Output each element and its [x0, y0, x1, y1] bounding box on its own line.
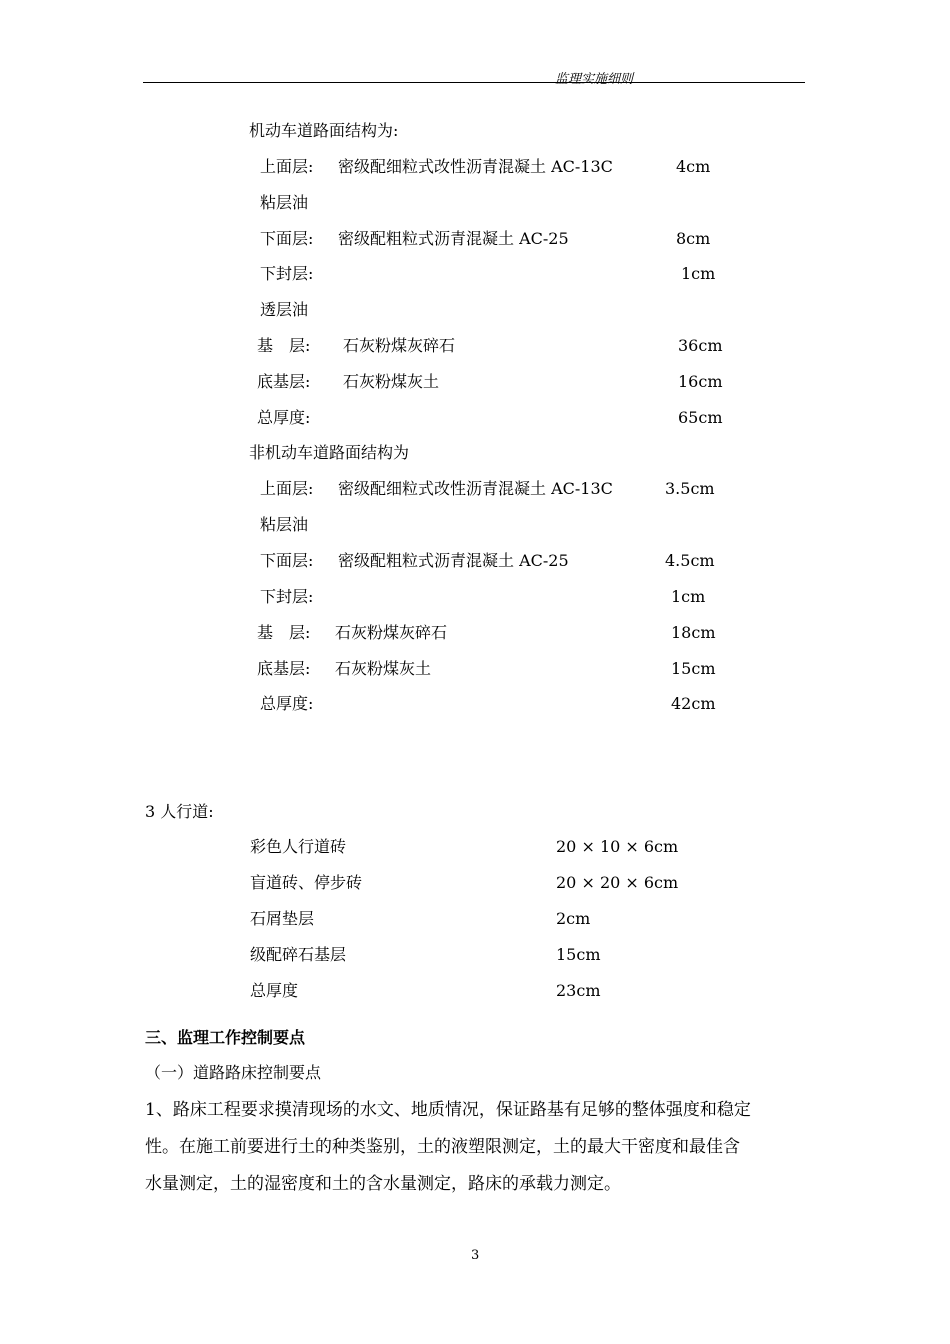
- sidewalk-row-value: 20 × 20 × 6cm: [556, 873, 679, 892]
- non-motor-row-label: 总厚度:: [260, 694, 314, 713]
- non-motor-row-label: 下封层:: [260, 587, 314, 606]
- non-motor-lane-heading: 非机动车道路面结构为: [249, 443, 410, 462]
- sidewalk-row-value: 15cm: [556, 945, 601, 964]
- running-header: 监理实施细则: [555, 72, 634, 87]
- subsection-title: （一）道路路床控制要点: [145, 1063, 322, 1082]
- section-title: 三、监理工作控制要点: [145, 1028, 306, 1047]
- non-motor-row-label: 下面层:: [260, 551, 314, 570]
- non-motor-row-label: 基 层:: [257, 623, 311, 642]
- paragraph-line: 水量测定，土的湿密度和土的含水量测定，路床的承载力测定。: [145, 1174, 621, 1194]
- non-motor-row-label: 底基层:: [257, 659, 311, 678]
- sidewalk-row-value: 2cm: [556, 909, 591, 928]
- header-rule: [143, 82, 805, 83]
- motor-lane-heading: 机动车道路面结构为:: [249, 121, 399, 140]
- non-motor-row-thickness: 15cm: [671, 659, 716, 678]
- motor-row-material: 石灰粉煤灰土: [343, 372, 440, 391]
- motor-row-label: 下封层:: [260, 264, 314, 283]
- sidewalk-row-item: 级配碎石基层: [250, 945, 347, 964]
- sidewalk-row-value: 23cm: [556, 981, 601, 1000]
- non-motor-row-thickness: 1cm: [671, 587, 706, 606]
- non-motor-row-material: 密级配粗粒式沥青混凝土 AC-25: [338, 551, 569, 570]
- motor-row-thickness: 1cm: [681, 264, 716, 283]
- sidewalk-row-value: 20 × 10 × 6cm: [556, 837, 679, 856]
- sidewalk-row-item: 彩色人行道砖: [250, 837, 347, 856]
- motor-row-thickness: 8cm: [676, 229, 711, 248]
- sidewalk-row-item: 总厚度: [250, 981, 299, 1000]
- non-motor-row-thickness: 42cm: [671, 694, 716, 713]
- motor-row-label: 粘层油: [260, 193, 309, 212]
- motor-row-label: 下面层:: [260, 229, 314, 248]
- motor-row-label: 基 层:: [257, 336, 311, 355]
- non-motor-row-label: 上面层:: [260, 479, 314, 498]
- motor-row-label: 透层油: [260, 300, 309, 319]
- non-motor-row-thickness: 3.5cm: [665, 479, 715, 498]
- paragraph-line: 1、路床工程要求摸清现场的水文、地质情况，保证路基有足够的整体强度和稳定: [145, 1100, 751, 1120]
- motor-row-material: 石灰粉煤灰碎石: [343, 336, 456, 355]
- motor-row-thickness: 36cm: [678, 336, 723, 355]
- paragraph-line: 性。在施工前要进行土的种类鉴别，土的液塑限测定，土的最大干密度和最佳含: [145, 1137, 740, 1157]
- non-motor-row-material: 石灰粉煤灰土: [335, 659, 432, 678]
- non-motor-row-thickness: 4.5cm: [665, 551, 715, 570]
- motor-row-label: 上面层:: [260, 157, 314, 176]
- motor-row-thickness: 16cm: [678, 372, 723, 391]
- sidewalk-heading: 3 人行道:: [145, 802, 214, 821]
- sidewalk-row-item: 石屑垫层: [250, 909, 315, 928]
- non-motor-row-material: 密级配细粒式改性沥青混凝土 AC-13C: [338, 479, 613, 498]
- non-motor-row-thickness: 18cm: [671, 623, 716, 642]
- motor-row-label: 底基层:: [257, 372, 311, 391]
- motor-row-thickness: 65cm: [678, 408, 723, 427]
- sidewalk-row-item: 盲道砖、停步砖: [250, 873, 363, 892]
- non-motor-row-material: 石灰粉煤灰碎石: [335, 623, 448, 642]
- page-number: 3: [471, 1248, 480, 1263]
- motor-row-label: 总厚度:: [257, 408, 311, 427]
- motor-row-thickness: 4cm: [676, 157, 711, 176]
- motor-row-material: 密级配细粒式改性沥青混凝土 AC-13C: [338, 157, 613, 176]
- non-motor-row-label: 粘层油: [260, 515, 309, 534]
- motor-row-material: 密级配粗粒式沥青混凝土 AC-25: [338, 229, 569, 248]
